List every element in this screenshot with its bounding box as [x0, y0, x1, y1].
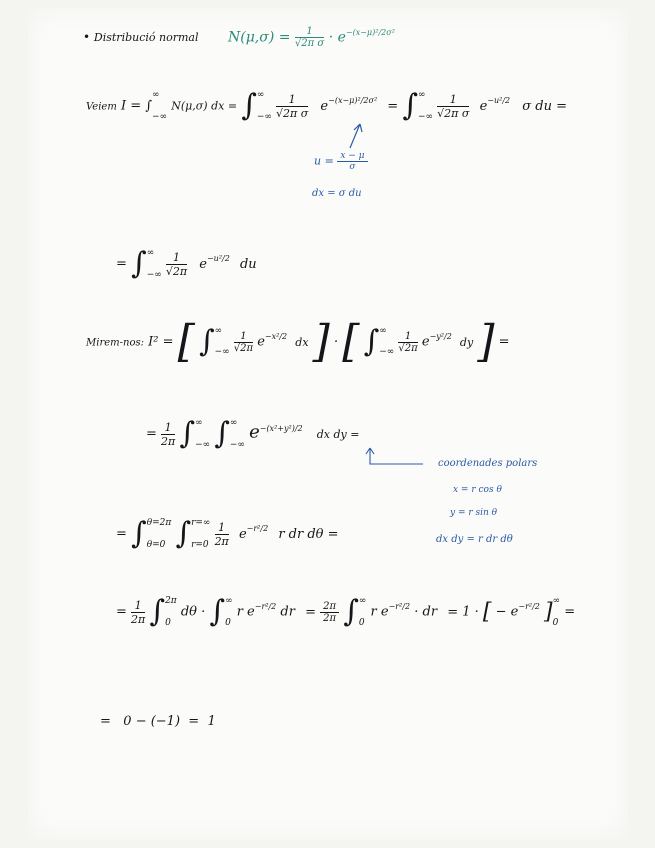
equation-line-7: = 0 − (−1) = 1: [100, 714, 216, 729]
integral-sign: ∫: [175, 516, 192, 552]
fraction: $\frac{1}{2\pi}$: [214, 520, 229, 548]
exp-base: e: [257, 334, 265, 350]
equation-line-1: [86, 90, 567, 122]
integral-limits: ∞ −∞: [229, 418, 245, 450]
polar-arrow: [368, 446, 428, 471]
integral-limits: ∞ −∞: [417, 90, 434, 122]
lhs: I² =: [148, 334, 174, 350]
exponent: −(x−μ)²/2σ²: [328, 96, 378, 106]
exponent: −u²/2: [206, 254, 230, 264]
integral-expr: I = ∫: [120, 98, 153, 114]
integral-limits: ∞ 0: [225, 596, 233, 628]
right-bracket: ]: [544, 599, 553, 625]
header-line: [83, 30, 198, 44]
equals-sign: =: [564, 604, 576, 620]
integral-limits: ∞ −∞: [214, 325, 230, 358]
exp-base: e: [479, 98, 488, 114]
exp-base: e: [249, 421, 260, 443]
integral-limits: ∞ −∞: [195, 418, 211, 450]
equals-sign: =: [116, 526, 127, 542]
fraction-numerator: 1: [295, 26, 324, 38]
fraction: $\frac{1}{√2\pi}$: [233, 330, 254, 354]
normal-pdf-formula: [228, 26, 395, 49]
exp-base: e: [238, 526, 247, 542]
differential: dθ ·: [180, 604, 206, 620]
equation-line-5: [116, 518, 339, 550]
differential: dr: [280, 604, 295, 620]
factor: 1 ·: [462, 604, 479, 620]
differential: dy: [459, 335, 474, 349]
differential: dx: [295, 335, 309, 349]
exponent: −r²/2: [518, 602, 540, 612]
integral-sign: ∫: [209, 594, 226, 630]
exp-base: e: [199, 256, 207, 272]
paper-sheet: [28, 8, 628, 840]
integral-limits: 2π 0: [165, 596, 177, 628]
line-tail: dx dy =: [316, 427, 360, 441]
polar-x: x = r cos θ: [453, 485, 502, 495]
line-tail: r dr dθ =: [278, 526, 339, 542]
fraction: $\frac{1}{2\pi}$: [161, 420, 176, 448]
integrand: N(μ,σ) dx =: [171, 99, 238, 113]
bracket-body: − e: [495, 604, 519, 620]
integral-sign: ∫: [179, 416, 196, 452]
integrand: r e: [370, 604, 389, 620]
equals-sign: =: [116, 256, 127, 272]
integral-sign: ∫: [214, 416, 230, 452]
line-tail: du: [239, 256, 257, 272]
integral-limits: ∞ 0: [358, 596, 367, 628]
dot: ·: [333, 334, 339, 350]
exp-base: e: [421, 334, 430, 350]
subst-label: u =: [314, 154, 334, 168]
right-bracket: ]: [477, 316, 495, 367]
line-prefix: Veiem: [86, 101, 117, 113]
exp-base: e: [320, 98, 329, 114]
integral-sign: ∫: [363, 324, 380, 359]
equation-line-2: [116, 248, 257, 280]
formula-lhs: N(μ,σ) =: [228, 29, 291, 46]
formula-exp-base: · e: [328, 29, 346, 46]
line-prefix: Mirem-nos:: [86, 337, 144, 349]
substitution-u: [314, 151, 368, 172]
exponent: −u²/2: [487, 96, 511, 106]
polar-label: coordenades polars: [438, 458, 538, 469]
exponent: −y²/2: [429, 332, 452, 342]
exponent: −(x²+y²)/2: [259, 424, 303, 434]
integral-limits: ∞ −∞: [256, 90, 272, 122]
integral-sign: ∫: [241, 88, 257, 124]
integral-sign: ∫: [131, 246, 147, 282]
fraction: $\frac{1}{\text{√2π σ}}$: [276, 92, 309, 120]
differential: · dr: [414, 604, 438, 620]
fraction: $\frac{1}{\text{√2π σ}}$: [437, 92, 470, 120]
fraction: $\frac{1}{√2\pi}$: [165, 250, 188, 278]
integral-sign: ∫: [149, 594, 166, 630]
integral-limits: ∞ −∞: [152, 90, 168, 122]
integral-limits: ∞ −∞: [379, 325, 395, 358]
fraction: $\frac{1}{2\pi}$: [131, 598, 146, 626]
integral-sign: ∫: [343, 594, 359, 630]
exponent: −r²/2: [246, 524, 269, 534]
exponent: −r²/2: [388, 602, 411, 612]
equation-line-3: [86, 316, 510, 367]
equals-sign: =: [387, 98, 399, 114]
integral-sign: ∫: [198, 324, 215, 359]
formula-fraction: [295, 26, 324, 49]
bullet: •: [83, 30, 91, 44]
substitution-arrow: [348, 120, 368, 150]
equals-sign: =: [305, 604, 317, 620]
formula-exponent: −(x−μ)²/2σ²: [345, 28, 395, 38]
left-bracket: [: [177, 316, 195, 367]
integral-sign: ∫: [402, 88, 418, 124]
fraction-denominator: √2π σ: [294, 38, 325, 49]
left-bracket: [: [342, 316, 360, 367]
equals-sign: =: [447, 604, 459, 620]
equals-sign: =: [498, 334, 510, 350]
equation-line-4: [146, 418, 359, 450]
substitution-dx: dx = σ du: [312, 188, 362, 199]
equation-line-6: [116, 596, 575, 628]
bracket-limits: ∞ 0: [552, 596, 561, 628]
integral-sign: ∫: [131, 516, 147, 552]
equals-sign: =: [116, 604, 127, 620]
exponent: −x²/2: [264, 332, 288, 342]
section-title: Distribució normal: [93, 31, 199, 44]
line-tail: σ du =: [522, 98, 567, 114]
polar-y: y = r sin θ: [450, 508, 498, 518]
left-bracket: [: [482, 599, 492, 625]
fraction: $\frac{2\pi}{2\pi}$: [320, 601, 339, 624]
fraction: $\frac{1}{√2\pi}$: [398, 330, 418, 354]
integral-limits: r=∞ r=0: [191, 518, 211, 550]
integrand: r e: [236, 604, 255, 620]
right-bracket: ]: [312, 316, 330, 367]
subst-fraction: $\frac{x - \mu}{\sigma}$: [337, 151, 367, 172]
exponent: −r²/2: [254, 602, 277, 612]
polar-jacobian: dx dy = r dr dθ: [436, 534, 513, 545]
integral-limits: θ=2π θ=0: [146, 518, 172, 550]
equals-sign: =: [146, 426, 157, 442]
integral-limits: ∞ −∞: [146, 248, 162, 280]
